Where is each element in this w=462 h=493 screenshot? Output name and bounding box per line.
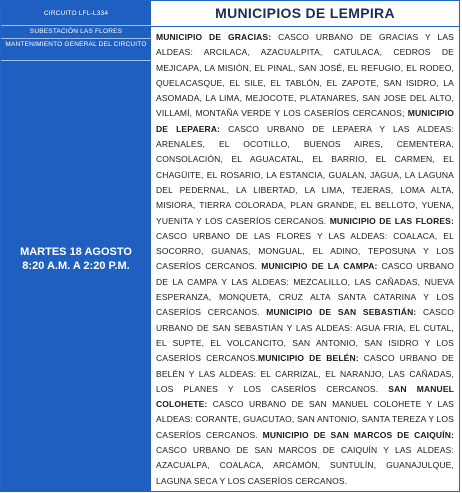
municipality-name: MUNICIPIO DE SAN MARCOS DE CAIQUÍN:: [262, 429, 454, 440]
municipality-areas: CASCO URBANO DE BELÉN Y LAS ALDEAS: EL CARRIZAL, EL NARANJO, LAS CAÑADAS, LOS PLANES Y LOS CASERÍOS CERCANOS.: [156, 353, 454, 394]
municipality-name: MUNICIPIO DE BELÉN:: [257, 353, 359, 364]
municipality-areas: CASCO URBANO DE SAN MARCOS DE CAIQUÍN Y LAS ALDEAS: AZACUALPA, COALACA, ARCAMÓN, SUNTULÍN, GUANAJULQUE, LAGUNA SECA Y LOS CASERÍOS CERCANOS.: [156, 445, 454, 486]
schedule-date: MARTES 18 AGOSTO: [20, 246, 132, 258]
municipality-name: MUNICIPIO DE GRACIAS:: [156, 32, 272, 42]
maintenance-label: MANTENIMIENTO GENERAL DEL CIRCUITO: [1, 39, 151, 61]
municipality-areas: CASCO URBANO DE GRACIAS Y LAS ALDEAS: ARCILACA, AZACUALPITA, CATULACA, CEDROS DE MEJICAPA, LA MISIÓN, EL PINAL, SAN JOSÉ, EL REFUGIO, EL RODEO, QUELACASQUE, EL SILE, EL TABLÓN, EL ZAPOTE, SAN ISIDRO, LA ASOMADA, LA LIMA, MEJOCOTE, PLATANARES, SAN JOSE DEL ALTO, VILLAMÍ, MONTAÑA VERDE Y LOS CASERÍOS CERCANOS;: [156, 32, 454, 119]
municipality-name: SAN MANUEL COLOHETE:: [156, 383, 454, 410]
municipality-areas: CASCO URBANO DE SAN MANUEL COLOHETE Y LAS ALDEAS: CORANTE, GUACUTAO, SAN ANTONIO, SANTA TEREZA Y LOS CASERÍOS CERCANOS.: [156, 399, 454, 440]
circuit-label: CIRCUITO LFL-L334: [1, 1, 151, 26]
municipality-name: MUNICIPIO DE LEPAERA:: [156, 108, 454, 134]
municipality-areas: CASCO URBANO DE LAS FLORES Y LAS ALDEAS: COALACA, EL SOCORRO, GUANAS, MONGUAL, EL ADINO, TEPOSUNA Y LOS CASERÍOS CERCANOS.: [156, 230, 454, 272]
schedule-time: 8:20 A.M. A 2:20 P.M.: [22, 260, 130, 272]
municipalities-text: [151, 27, 459, 489]
municipality-areas: CASCO URBANO DE SAN SEBASTIÁN Y LAS ALDEAS: AGUA FRIA, EL CUTAL, EL SUPTE, EL VOLCANCITO, SAN ANTONIO, SAN ISIDRO Y LOS CASERÍOS CERCANOS.: [156, 307, 454, 364]
page-title: MUNICIPIOS DE LEMPIRA: [151, 1, 459, 27]
municipality-name: MUNICIPIO DE SAN SEBASTIÁN:: [266, 307, 417, 318]
municipality-areas: CASCO URBANO DE LA CAMPA Y LAS ALDEAS: MEZCALILLO, LAS CAÑADAS, NUEVA ESPERANZA, MONQUETA, CRUZ ALTA SANTA CATARINA Y LOS CASERÍOS CERCANOS.: [156, 261, 454, 318]
schedule-sidebar: [1, 1, 151, 491]
municipality-name: MUNICIPIO DE LAS FLORES:: [329, 215, 454, 226]
substation-label: SUBESTACIÓN LAS FLORES: [1, 26, 151, 39]
schedule-block: [1, 245, 151, 273]
municipality-areas: CASCO URBANO DE LEPAERA Y LAS ALDEAS: ARENALES, EL OCOTILLO, BUENOS AIRES, CEMENTERA, CONSOLACIÓN, EL AGUACATAL, EL BARRIO, EL CARMEN, EL CHAGÜITE, EL ROSARIO, LA ESTANCIA, GUALAN, JAGUA, LA LAGUNA DEL PEDERNAL, LA LIBERTAD, LA LIMA, TEJERAS, LOMA ALTA, MISIORA, TIERRA COLORADA, PLAN GRANDE, EL BELLOTO, YUENA, YUENITA Y LOS CASERÍOS CERCANOS.: [156, 123, 454, 226]
content-panel: [151, 1, 459, 491]
municipality-name: MUNICIPIO DE LA CAMPA:: [261, 261, 378, 272]
